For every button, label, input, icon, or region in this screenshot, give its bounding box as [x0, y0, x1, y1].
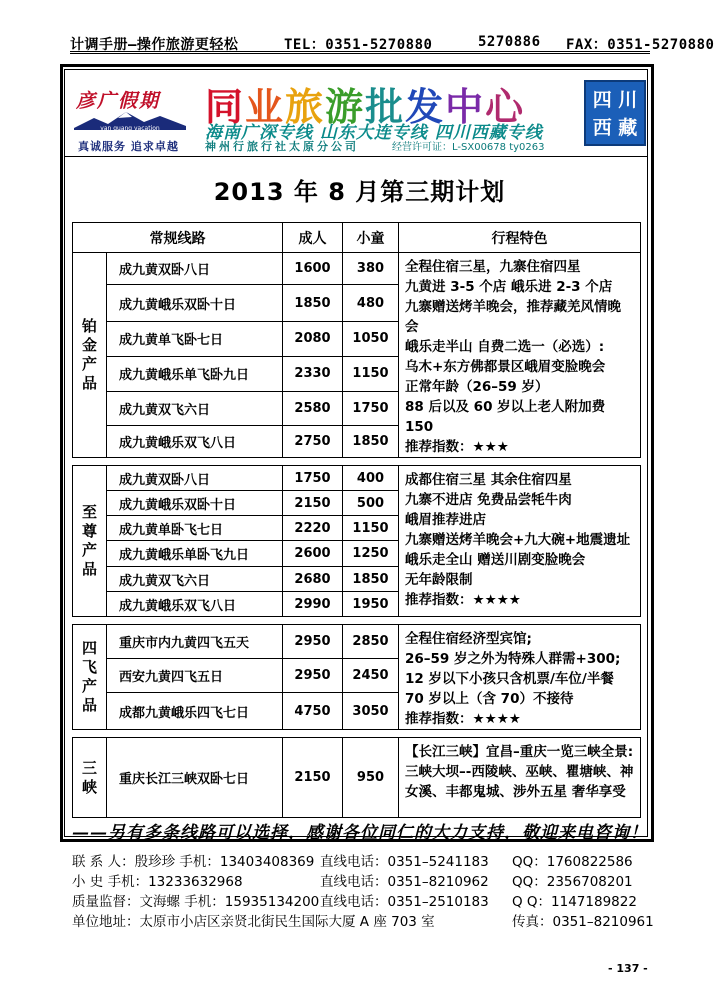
banner-title-char: 游 [325, 85, 366, 129]
page-number: - 137 - [608, 962, 648, 975]
child-price-cell: 1150 [343, 516, 399, 541]
category-cell [73, 625, 107, 730]
banner-title-char: 心 [485, 85, 526, 129]
price-table [72, 222, 641, 818]
feature-line: 【长江三峡】宜昌–重庆一览三峡全景: [405, 744, 634, 760]
brand-slogan: 真诚服务 追求卓越 [78, 140, 179, 153]
contact-person: 小 史 手机：13233632968 [72, 874, 243, 890]
category-cell [73, 253, 107, 458]
feature-line: 九寨赠送烤羊晚会，推荐藏羌风情晚会 [405, 299, 621, 335]
category-label: 铂金产品 [81, 317, 97, 392]
contact-row [72, 912, 672, 932]
adult-price-cell: 2750 [283, 425, 343, 457]
route-cell: 成九黄峨乐单卧飞九日 [107, 541, 283, 567]
header-route: 常规线路 [73, 223, 283, 253]
banner-license: 经营许可证：L-SX00678 ty0263 [392, 142, 545, 153]
contact-direct-line: 直线电话：0351–8210962 [320, 874, 489, 890]
category-cell [73, 466, 107, 617]
top-tel: TEL：0351-5270880 [284, 37, 433, 53]
feature-line: 乌木+东方佛都景区峨眉变脸晚会 [405, 359, 606, 375]
adult-price-cell: 2600 [283, 541, 343, 567]
route-cell: 成九黄双卧八日 [107, 253, 283, 285]
banner-title-char: 批 [365, 85, 406, 129]
route-cell: 成九黄峨乐双飞八日 [107, 592, 283, 617]
contact-direct-line: 直线电话：0351–5241183 [320, 854, 489, 870]
child-price-cell: 380 [343, 253, 399, 285]
header-child: 小童 [343, 223, 399, 253]
contact-row [72, 872, 672, 892]
adult-price-cell: 1750 [283, 466, 343, 491]
contact-person: 质量监督：文海螺 手机：15935134200 [72, 894, 320, 910]
feature-line: 正常年龄（26–59 岁） [405, 379, 549, 395]
adult-price-cell: 2950 [283, 659, 343, 693]
header-features: 行程特色 [399, 223, 641, 253]
features-cell [399, 466, 641, 617]
feature-line: 九寨不进店 免费品尝牦牛肉 [405, 492, 572, 508]
adult-price-cell: 2080 [283, 322, 343, 356]
contact-qq: QQ：1760822586 [512, 854, 633, 870]
feature-line: 全程住宿经济型宾馆; [405, 631, 532, 647]
child-price-cell: 1950 [343, 592, 399, 617]
banner-company: 神州行旅行社太原分公司 [205, 140, 359, 153]
route-cell: 重庆长江三峡双卧七日 [107, 738, 283, 818]
brand-logo [66, 72, 198, 152]
features-cell [399, 625, 641, 730]
child-price-cell: 1850 [343, 425, 399, 457]
banner-title-char: 同 [205, 85, 246, 129]
route-cell: 成九黄双飞六日 [107, 391, 283, 425]
feature-line: 峨乐走全山 赠送川剧变脸晚会 [405, 552, 586, 568]
header-divider [64, 156, 648, 157]
contact-block [72, 852, 672, 932]
feature-line: 推荐指数：★★★ [405, 439, 509, 455]
route-cell: 成九黄双飞六日 [107, 567, 283, 592]
adult-price-cell: 2990 [283, 592, 343, 617]
table-row [73, 466, 641, 491]
child-price-cell: 400 [343, 466, 399, 491]
adult-price-cell: 1600 [283, 253, 343, 285]
child-price-cell: 2450 [343, 659, 399, 693]
contact-qq: Q Q：1147189822 [512, 894, 637, 910]
category-label: 三峡 [81, 758, 97, 796]
child-price-cell: 950 [343, 738, 399, 818]
contact-qq: QQ：2356708201 [512, 874, 633, 890]
route-cell: 成九黄峨乐双飞八日 [107, 425, 283, 457]
feature-line: 全程住宿三星，九寨住宿四星 [405, 259, 581, 275]
adult-price-cell: 2220 [283, 516, 343, 541]
features-cell [399, 738, 641, 818]
table-header-row [73, 223, 641, 253]
badge-line-1: 四 川 [592, 89, 638, 111]
banner-title-char: 业 [245, 85, 286, 129]
adult-price-cell: 2950 [283, 625, 343, 659]
child-price-cell: 480 [343, 285, 399, 322]
table-row [73, 625, 641, 659]
adult-price-cell: 2330 [283, 356, 343, 391]
child-price-cell: 500 [343, 491, 399, 516]
top-info-line [70, 32, 715, 54]
feature-line: 三峡大坝–-西陵峡、巫峡、瞿塘峡、神女溪、丰都鬼城、涉外五星 奢华享受 [405, 764, 634, 800]
feature-line: 推荐指数：★★★★ [405, 592, 521, 608]
route-cell: 重庆市内九黄四飞五天 [107, 625, 283, 659]
group-gap-cell [73, 617, 641, 625]
feature-line: 无年龄限制 [405, 572, 473, 588]
route-cell: 成九黄单卧飞七日 [107, 516, 283, 541]
group-gap-cell [73, 458, 641, 466]
contact-person: 单位地址：太原市小店区亲贤北街民生国际大厦 A 座 703 室 [72, 914, 435, 930]
banner-title-char: 旅 [285, 85, 326, 129]
banner-title-char: 中 [445, 85, 486, 129]
feature-line: 12 岁以下小孩只含机票/车位/半餐 [405, 671, 614, 687]
adult-price-cell: 2150 [283, 738, 343, 818]
group-gap [73, 458, 641, 466]
route-cell: 成九黄双卧八日 [107, 466, 283, 491]
handbook-title: 计调手册—操作旅游更轻松 [70, 37, 239, 53]
group-gap [73, 617, 641, 625]
adult-price-cell: 2150 [283, 491, 343, 516]
feature-line: 26–59 岁之外为特殊人群需+300; [405, 651, 621, 667]
banner-lines: 海南广深专线 山东大连专线 四川西藏专线 [205, 123, 543, 143]
table-row [73, 738, 641, 818]
category-label: 至尊产品 [81, 503, 97, 578]
child-price-cell: 2850 [343, 625, 399, 659]
child-price-cell: 1750 [343, 391, 399, 425]
child-price-cell: 1050 [343, 322, 399, 356]
table-row [73, 253, 641, 285]
child-price-cell: 1250 [343, 541, 399, 567]
contact-direct-line: 直线电话：0351–2510183 [320, 894, 489, 910]
category-cell [73, 738, 107, 818]
header-adult: 成人 [283, 223, 343, 253]
adult-price-cell: 1850 [283, 285, 343, 322]
category-label: 四飞产品 [81, 639, 97, 714]
child-price-cell: 3050 [343, 693, 399, 730]
feature-line: 88 后以及 60 岁以上老人附加费 150 [405, 399, 606, 435]
feature-line: 成都住宿三星 其余住宿四星 [405, 472, 572, 488]
brand-logo-sub: yan guang vacation [100, 125, 160, 132]
plan-title: 2013 年 8 月第三期计划 [213, 178, 506, 206]
mountain-icon [74, 110, 186, 132]
feature-line: 九寨赠送烤羊晚会+九大碗+地震遗址 [405, 532, 631, 548]
top-fax: FAX：0351-5270880 [566, 37, 715, 53]
contact-row [72, 892, 672, 912]
sichuan-tibet-badge [584, 80, 646, 146]
route-cell: 成九黄峨乐单飞卧九日 [107, 356, 283, 391]
route-cell: 成九黄峨乐双卧十日 [107, 491, 283, 516]
route-cell: 成九黄峨乐双卧十日 [107, 285, 283, 322]
child-price-cell: 1150 [343, 356, 399, 391]
feature-line: 峨乐走半山 自费二选一（必选）: [405, 339, 605, 355]
adult-price-cell: 2580 [283, 391, 343, 425]
banner-title-char: 发 [405, 85, 446, 129]
route-cell: 西安九黄四飞五日 [107, 659, 283, 693]
route-cell: 成都九黄峨乐四飞七日 [107, 693, 283, 730]
badge-line-2: 西 藏 [592, 117, 638, 139]
top-tel-2: 5270886 [478, 34, 541, 50]
feature-line: 九黄进 3-5 个店 峨乐进 2-3 个店 [405, 279, 613, 295]
feature-line: 推荐指数：★★★★ [405, 711, 521, 727]
adult-price-cell: 2680 [283, 567, 343, 592]
group-gap-cell [73, 730, 641, 738]
child-price-cell: 1850 [343, 567, 399, 592]
feature-line: 峨眉推荐进店 [405, 512, 486, 528]
route-cell: 成九黄单飞卧七日 [107, 322, 283, 356]
brand-logo-text: 彦广假期 [76, 90, 161, 112]
contact-person: 联 系 人：殷珍珍 手机：13403408369 [72, 854, 315, 870]
contact-qq: 传真：0351–8210961 [512, 914, 654, 930]
features-cell [399, 253, 641, 458]
group-gap [73, 730, 641, 738]
more-routes-note: ——另有多条线路可以选择，感谢各位同仁的大力支持，敬迎来电咨询！ [72, 823, 648, 843]
adult-price-cell: 4750 [283, 693, 343, 730]
contact-row [72, 852, 672, 872]
feature-line: 70 岁以上（含 70）不接待 [405, 691, 574, 707]
